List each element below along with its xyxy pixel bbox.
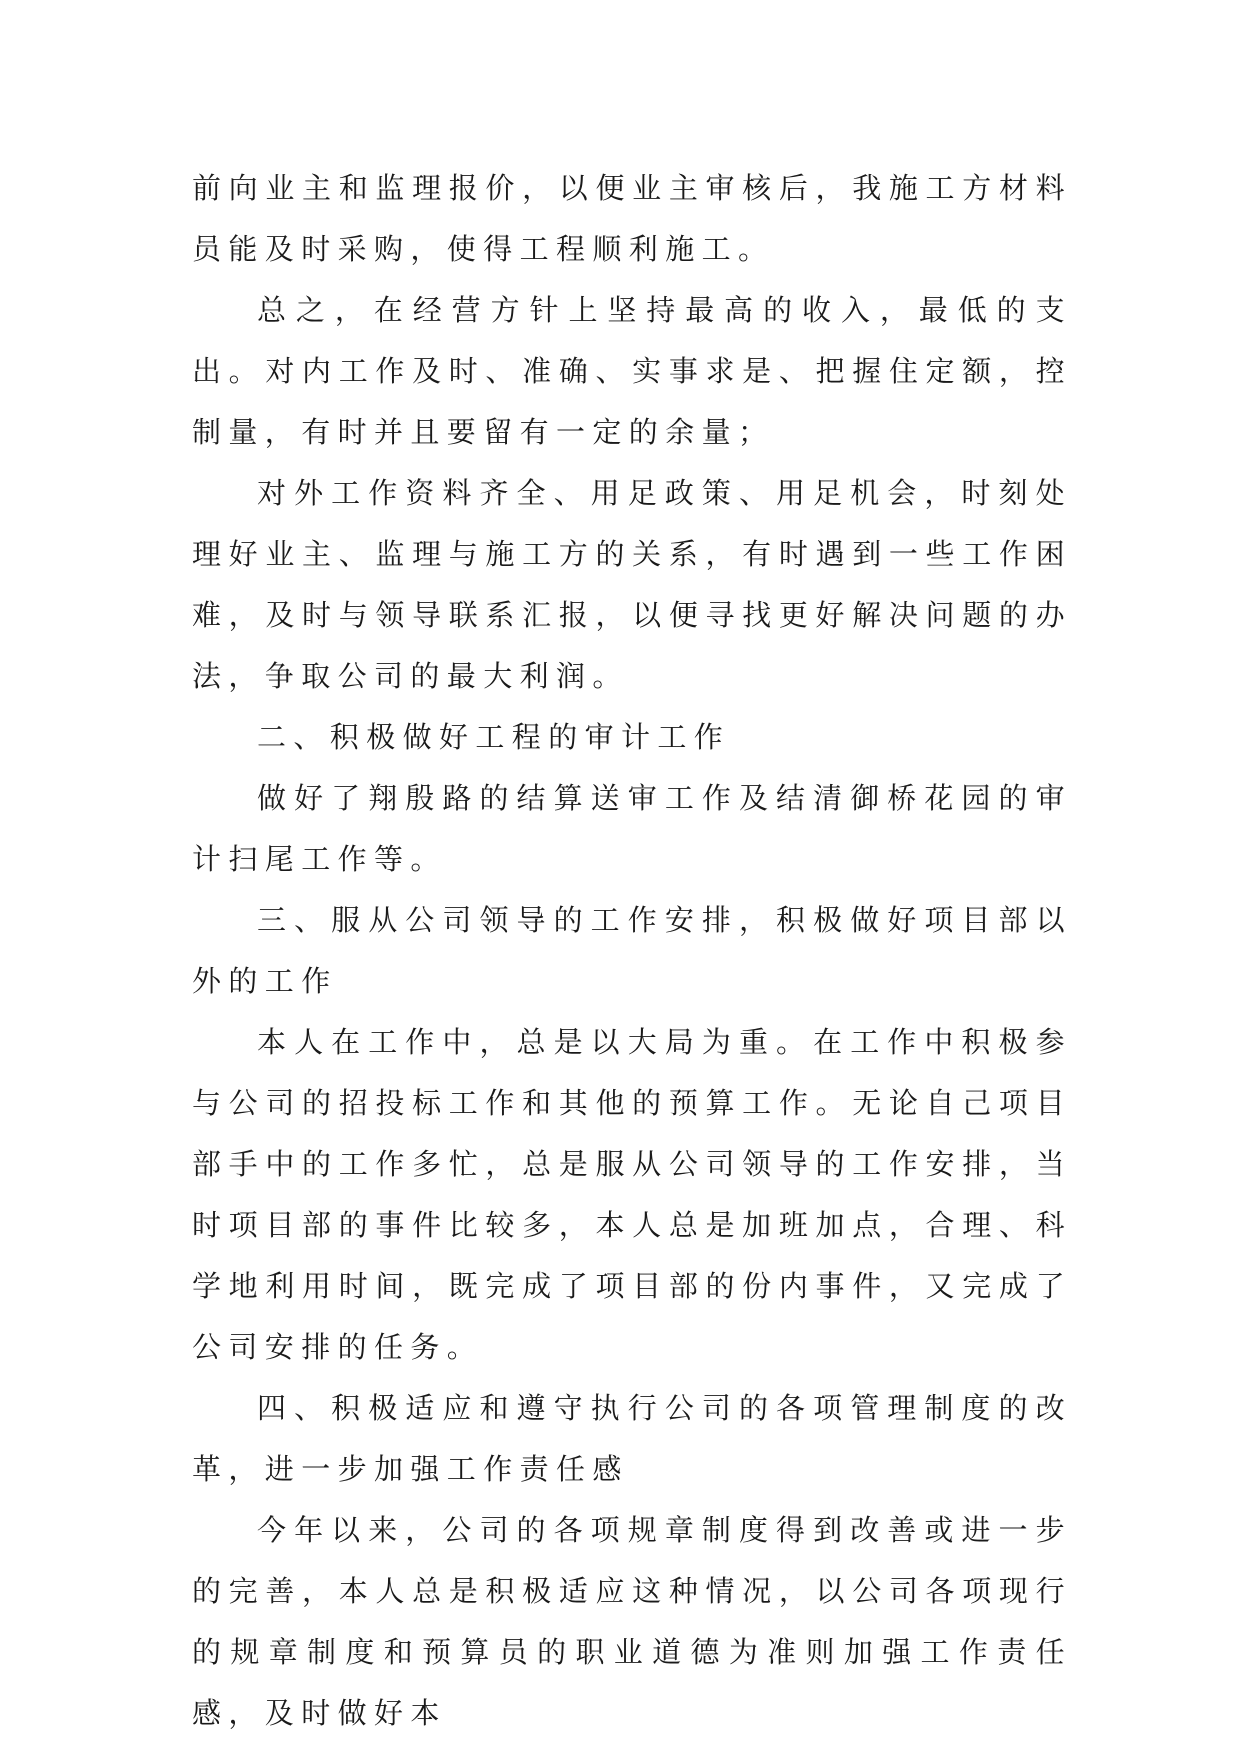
section-heading-4: 四、积极适应和遵守执行公司的各项管理制度的改革，进一步加强工作责任感 (192, 1391, 1072, 1486)
section-heading-3: 三、服从公司领导的工作安排，积极做好项目部以外的工作 (192, 903, 1072, 998)
paragraph-3: 对外工作资料齐全、用足政策、用足机会，时刻处理好业主、监理与施工方的关系，有时遇到一些工作困难，及时与领导联系汇报，以便寻找更好解决问题的办法，争取公司的最大利润。 (192, 476, 1072, 693)
section-heading-2: 二、积极做好工程的审计工作 (257, 720, 731, 754)
paragraph-4: 做好了翔殷路的结算送审工作及结清御桥花园的审计扫尾工作等。 (192, 781, 1072, 876)
paragraph-5: 本人在工作中，总是以大局为重。在工作中积极参与公司的招投标工作和其他的预算工作。无论自己项目部手中的工作多忙，总是服从公司领导的工作安排，当时项目部的事件比较多，本人总是加班加点，合理、科学地利用时间，既完成了项目部的份内事件，又完成了公司安排的任务。 (192, 1025, 1072, 1364)
paragraph-6: 今年以来，公司的各项规章制度得到改善或进一步的完善，本人总是积极适应这种情况，以公司各项现行的规章制度和预算员的职业道德为准则加强工作责任感，及时做好本 (192, 1513, 1072, 1730)
document-body (192, 158, 1072, 1744)
paragraph-2: 总之，在经营方针上坚持最高的收入，最低的支出。对内工作及时、准确、实事求是、把握住定额，控制量，有时并且要留有一定的余量； (192, 293, 1072, 449)
paragraph-1: 前向业主和监理报价，以便业主审核后，我施工方材料员能及时采购，使得工程顺利施工。 (192, 171, 1072, 266)
